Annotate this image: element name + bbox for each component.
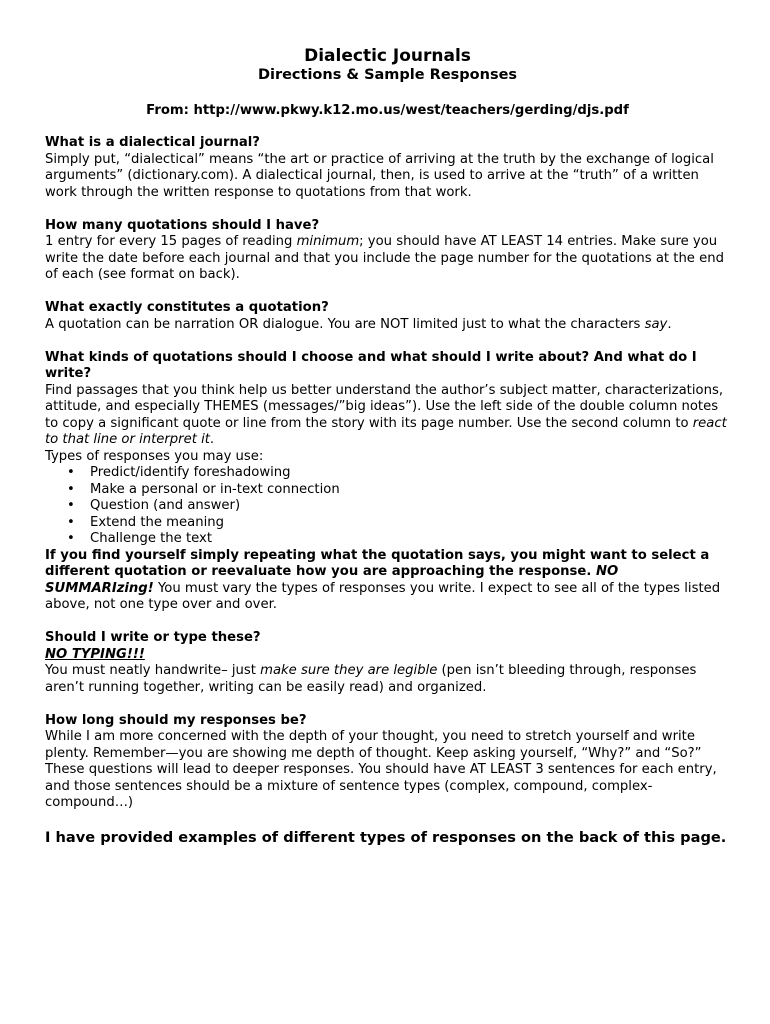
- text-run: You must vary the types of responses you write. I expect to see all of the types listed above, not one type over and over.: [45, 580, 721, 612]
- text-run: You must neatly handwrite– just: [45, 663, 261, 678]
- warning-paragraph: [45, 548, 730, 614]
- section-question: How many quotations should I have?: [45, 217, 320, 233]
- document-page: [45, 46, 730, 861]
- closing-note: I have provided examples of different types of responses on the back of this page.: [45, 828, 727, 846]
- section-text: [45, 383, 730, 449]
- types-intro: Types of responses you may use:: [45, 448, 264, 464]
- no-typing-line: [45, 647, 730, 664]
- section-text: [45, 234, 730, 284]
- italic-run: make sure they are legible: [260, 663, 438, 678]
- text-run: 1 entry for every 15 pages of reading: [45, 234, 297, 249]
- section-constitutes: [45, 300, 730, 333]
- text-run: ; you should have AT LEAST 14 entries. Make sure you write the date before each journal and that you include the page number for the quotations at the end of each (see format on back).: [45, 234, 724, 282]
- list-item: • Extend the meaning: [45, 515, 730, 532]
- document-title: Dialectic Journals: [304, 46, 471, 66]
- italic-run: minimum: [296, 234, 360, 249]
- section-question: What kinds of quotations should I choose and what should I write about? And what do I write?: [45, 349, 697, 381]
- text-run: .: [209, 432, 215, 447]
- section-question: Should I write or type these?: [45, 630, 261, 645]
- section-question: What is a dialectical journal?: [45, 135, 260, 150]
- section-question: How long should my responses be?: [45, 712, 307, 728]
- section-how-many: [45, 218, 730, 284]
- section-write-or-type: [45, 630, 730, 696]
- section-text: Simply put, “dialectical” means “the art or practice of arriving at the truth by the exchange of logical arguments” (dictionary.com). A dialectical journal, then, is used to arrive at the “truth” of a written work through the written response to quotations from that work.: [45, 151, 714, 200]
- italic-run: say: [644, 316, 668, 332]
- text-run: A quotation can be narration OR dialogue. You are NOT limited just to what the characters: [45, 316, 645, 332]
- document-subtitle: Directions & Sample Responses: [257, 67, 518, 83]
- section-what-kinds: [45, 350, 730, 614]
- text-run: .: [667, 316, 672, 332]
- list-item: • Question (and answer): [45, 498, 730, 515]
- section-text: [45, 317, 730, 334]
- text-run: (pen isn’t bleeding through, responses aren’t running together, writing can be easily read) and organized.: [45, 663, 697, 695]
- section-how-long: [45, 713, 730, 812]
- text-run: Find passages that you think help us better understand the author’s subject matter, characterizations, attitude, and especially THEMES (messages/”big ideas”). Use the left side of the double column notes to copy a significant quote or line from the story with its page number. Use the second column to: [45, 382, 724, 431]
- response-types-list: [45, 465, 730, 548]
- warning-bold: If you find yourself simply repeating what the quotation says, you might want to select a different quotation or reevaluate how you are approaching the response.: [45, 547, 710, 579]
- section-text: While I am more concerned with the depth of your thought, you need to stretch yourself and write plenty. Remember—you are showing me depth of thought. Keep asking yourself, “Why?” and “So?” These questions will lead to deeper responses. You should have AT LEAST 3 sentences for each entry, and those sentences should be a mixture of sentence types (complex, compound, complex-compound…): [45, 729, 717, 810]
- no-typing-text: NO TYPING!!!: [45, 646, 145, 662]
- source-line: From: http://www.pkwy.k12.mo.us/west/teachers/gerding/djs.pdf: [146, 103, 629, 118]
- no-summarizing-text: NO SUMMARIzing!: [45, 564, 619, 596]
- section-what-is: [45, 135, 730, 201]
- italic-run: react to that line or interpret it: [45, 415, 727, 447]
- section-question: What exactly constitutes a quotation?: [45, 300, 329, 315]
- section-text: [45, 663, 730, 696]
- list-item: • Predict/identify foreshadowing: [45, 465, 730, 482]
- list-item: • Make a personal or in-text connection: [45, 482, 730, 499]
- list-item: • Challenge the text: [45, 531, 730, 548]
